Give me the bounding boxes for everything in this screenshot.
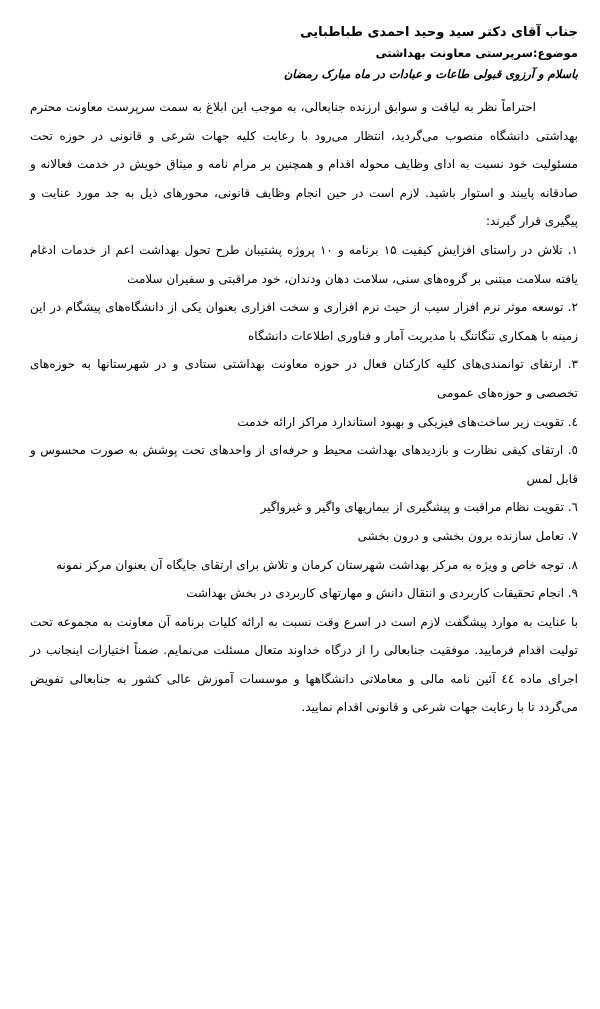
directive-item-7: ۷. تعامل سازنده برون بخشی و درون بخشی xyxy=(357,528,578,543)
directive-item-6: ٦. تقویت نظام مراقبت و پیشگیری از بیماریهای واگیر و غیرواگیر xyxy=(260,500,578,515)
recipient-line: جناب آقای دکتر سید وحید احمدی طباطبایی xyxy=(300,25,578,40)
subject-line: موضوع:سرپرستی معاونت بهداشتی xyxy=(375,46,578,60)
intro-paragraph: احتراماً نظر به لیاقت و سوابق ارزنده جنابعالی، به موجب این ابلاغ به سمت سرپرست معاونت محترم بهداشتی دانشگاه منصوب می‌گردید، انتظار می‌رود با رعایت کلیه جهات شرعی و قانونی در حوزه تحت مسئولیت خود نسبت به ادای وظایف محوله اقدام و همچنین بر مرام نامه و میثاق خویش در خدمت فعالانه و صادقانه پایبند و استوار باشید. لازم است در حین انجام وظایف قانونی، محورهای ذیل به جد مورد عنایت و پیگیری قرار گیرند: xyxy=(30,100,578,229)
letter-page xyxy=(30,22,578,722)
closing-paragraph: با عنایت به موارد پیشگفت لازم است در اسرع وقت نسبت به ارائه کلیات برنامه آن معاونت به مجموعه تحت تولیت اقدام فرمایید. موفقیت جنابعالی را از درگاه خداوند متعال مسئلت می‌نمایم. ضمناً اختیارات اینجانب در اجرای ماده ٤٤ آئین نامه مالی و معاملاتی دانشگاهها و موسسات آموزش عالی کشور به جنابعالی تفویض می‌گردد تا با رعایت جهات شرعی و قانونی اقدام نمایید. xyxy=(30,614,578,715)
directive-item-5: ٥. ارتقای کیفی نظارت و بازدیدهای بهداشت محیط و حرفه‌ای از واحدهای تحت پوشش به صورت محسوس و قابل لمس xyxy=(30,443,578,486)
directive-item-2: ۲. توسعه موثر نرم افزار سیب از حیث نرم افزاری و سخت افزاری بعنوان یکی از دانشگاه‌های پیشگام در این زمینه با همکاری تنگاتنگ با مدیریت آمار و فناوری اطلاعات دانشگاه xyxy=(30,300,578,343)
directive-item-1: ۱. تلاش در راستای افزایش کیفیت ۱۵ برنامه و ۱۰ پروژه پشتیبان طرح تحول بهداشت اعم از خدمات ادغام یافته سلامت مبتنی بر گروه‌های سنی، سلامت دهان ودندان، خود مراقبتی و سفیران سلامت xyxy=(30,242,578,286)
directive-item-9: ۹. انجام تحقیقات کاربردی و انتقال دانش و مهارتهای کاربردی در بخش بهداشت xyxy=(186,586,578,601)
letter-body xyxy=(30,93,578,722)
directive-item-3: ۳. ارتقای توانمندی‌های کلیه کارکنان فعال در حوزه معاونت بهداشتی ستادی و در شهرستانها به حوزه‌های تخصصی و حوزه‌های عمومی xyxy=(30,357,578,400)
directive-item-4: ٤. تقویت زیر ساخت‌های فیزیکی و بهبود استاندارد مراکز ارائه خدمت xyxy=(237,414,578,429)
greeting-line: باسلام و آرزوی قبولی طاعات و عبادات در ماه مبارک رمضان xyxy=(283,67,578,81)
directive-item-8: ۸. توجه خاص و ویژه به مرکز بهداشت شهرستان کرمان و تلاش برای ارتقای جایگاه آن بعنوان مرکز نمونه xyxy=(56,557,578,572)
